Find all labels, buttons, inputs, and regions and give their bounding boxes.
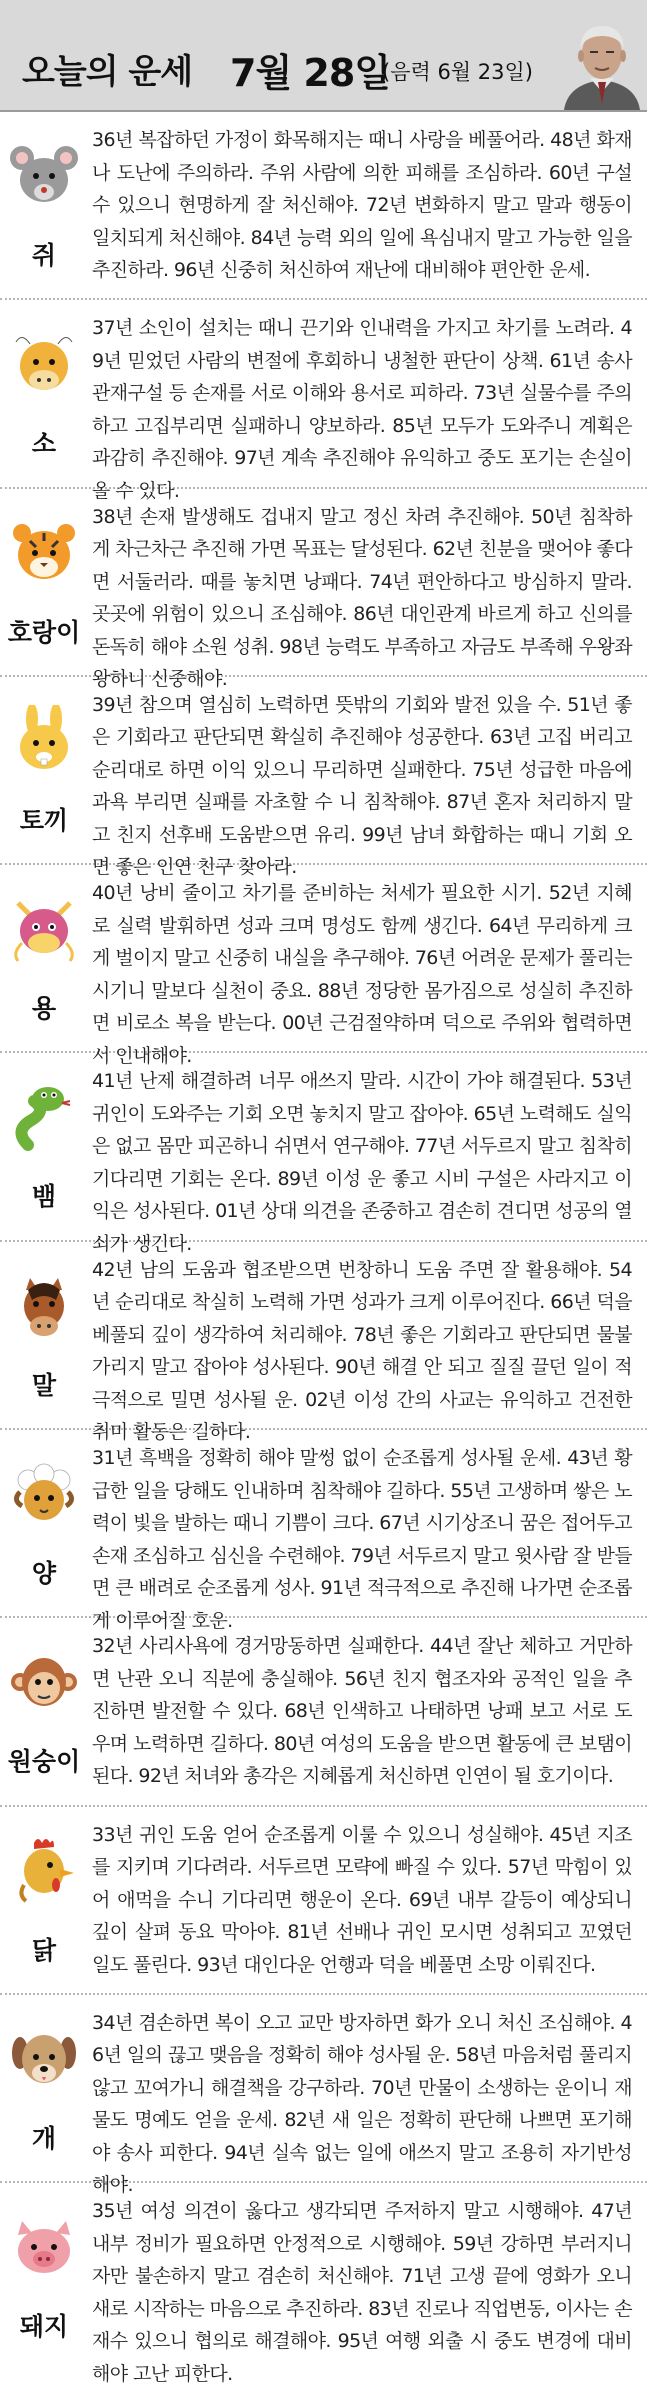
zodiac-column [0, 1053, 88, 1239]
zodiac-column [0, 300, 88, 486]
fortune-row [0, 112, 647, 300]
fortune-list [0, 112, 647, 2385]
zodiac-name: 쥐 [31, 241, 57, 270]
zodiac-name: 양 [31, 1559, 57, 1589]
fortune-text: 35년 여성 의견이 옳다고 생각되면 주저하지 말고 시행해야. 47년 내부 정비가 필요하면 안정적으로 시행해야. 59년 강하면 부러지니 자만 불손하지 말고 겸손히 처신해야. 71년 고생 끝에 영화가 오니 새로 시작하는 마음으로 추진하라. 83년 진로나 직업변동, 이사는 손재수 있으니 협의로 해결해야. 95년 여행 외출 시 중도 변경에 대비해야 고난 피한다. [92, 2200, 632, 2385]
zodiac-name: 호랑이 [7, 617, 81, 647]
fortune-text: 34년 겸손하면 복이 오고 교만 방자하면 화가 오니 처신 조심해야. 46년 일의 끊고 맺음을 정확히 해야 성사될 운. 58년 마음처럼 풀리지 않고 꼬여가니 해결책을 강구하라. 70년 만물이 소생하는 운이니 재물도 명예도 얻을 운세. 82년 새 일은 정확히 판단해 나쁘면 포기해야 송사 피한다. 94년 실속 없는 일에 애쓰지 말고 조용히 자기반성 해야. [92, 2011, 632, 2197]
zodiac-name: 돼지 [19, 2312, 69, 2342]
zodiac-name: 용 [31, 994, 57, 1024]
zodiac-name: 말 [31, 1370, 57, 1400]
fortune-text: 39년 참으며 열심히 노력하면 뜻밖의 기회와 발전 있을 수. 51년 좋은 기회라고 판단되면 확실히 추진해야 성공한다. 63년 고집 버리고 순리대로 하면 이익 있으니 무리하면 실패한다. 75년 성급한 마음에 과욕 부리면 실패를 자초할 수 니 침착해야. 87년 혼자 처리하지 말고 친지 선후배 도움받으면 유리. 99년 남녀 화합하는 때니 기회 오면 좋은 인연 친구 찾아라. [92, 693, 632, 879]
fortune-text: 38년 손재 발생해도 겁내지 말고 정신 차려 추진해야. 50년 침착하게 차근차근 추진해 가면 목표는 달성된다. 62년 친분을 맺어야 좋다면 서둘러라. 때를 놓치면 낭패다. 74년 편안하다고 방심하지 말라. 곳곳에 위험이 있으니 조심해야. 86년 대인관계 바르게 하고 신의를 돈독히 해야 소원 성취. 98년 능력도 부족하고 자금도 부족해 우왕좌왕하니 신중해야. [92, 505, 632, 691]
fortune-row [0, 300, 647, 502]
zodiac-name: 닭 [31, 1935, 57, 1965]
zodiac-column [0, 1242, 88, 1428]
zodiac-name: 토끼 [19, 805, 69, 835]
fortune-row [0, 1807, 647, 1995]
tiger-icon [8, 517, 80, 589]
fortune-row [0, 489, 647, 691]
zodiac-column [0, 865, 88, 1051]
lunar-date-label: (음력 6월 23일) [382, 60, 533, 84]
fortune-row [0, 1053, 647, 1255]
date-label: 7월 28일 [230, 51, 390, 95]
author-portrait [560, 18, 644, 110]
fortune-text: 42년 남의 도움과 협조받으면 번창하니 도움 주면 잘 활용해야. 54년 순리대로 착실히 노력해 가면 성과가 크게 이루어진다. 66년 덕을 베풀되 깊이 생각하여 처리해야. 78년 좋은 기회라고 판단되면 물불 가리지 말고 잡아야 성사된다. 90년 해결 안 되고 질질 끌던 일이 적극적으로 밀면 성사될 운. 02년 이성 간의 사교는 유익하고 건전한 취미 활동은 길하다. [92, 1258, 632, 1444]
fortune-row [0, 865, 647, 1067]
zodiac-column [0, 112, 88, 298]
sheep-icon [8, 1458, 80, 1530]
fortune-text: 31년 흑백을 정확히 해야 말썽 없이 순조롭게 성사될 운세. 43년 황급한 일을 당해도 인내하며 침착해야 길하다. 55년 고생하며 쌓은 노력이 빛을 발하는 때니 기쁨이 크다. 67년 시기상조니 꿈은 접어두고 손재 조심하고 심신을 수련해야. 79년 서두르지 말고 윗사람 잘 받들면 큰 배려로 순조롭게 성사. 91년 적극적으로 추진해 나가면 순조롭게 이루어질 호운. [92, 1447, 632, 1632]
fortune-row [0, 2183, 647, 2385]
zodiac-column [0, 1430, 88, 1616]
fortune-text: 33년 귀인 도움 얻어 순조롭게 이룰 수 있으니 성실해야. 45년 지조를 지키며 기다려라. 서두르면 모략에 빠질 수 있다. 57년 막힘이 있어 애먹을 수니 기다리면 행운이 온다. 69년 내부 갈등이 예상되니 깊이 살펴 동요 막아야. 81년 선배나 귀인 모시면 성취되고 꼬였던 일도 풀린다. 93년 대인다운 언행과 덕을 베풀면 소망 이뤄진다. [92, 1823, 632, 1976]
zodiac-column [0, 1618, 88, 1804]
fortune-row [0, 1430, 647, 1632]
zodiac-name: 개 [31, 2123, 57, 2153]
horse-icon [8, 1270, 80, 1342]
fortune-row [0, 677, 647, 879]
snake-icon [8, 1081, 80, 1153]
page-title: 오늘의 운세 [22, 52, 193, 92]
zodiac-column [0, 2183, 88, 2371]
dragon-icon [8, 893, 80, 965]
header [0, 0, 647, 112]
fortune-row [0, 1242, 647, 1444]
ox-icon [8, 328, 80, 400]
rat-icon [8, 140, 80, 212]
dog-icon [8, 2023, 80, 2095]
zodiac-column [0, 1995, 88, 2181]
fortune-text: 40년 낭비 줄이고 차기를 준비하는 처세가 필요한 시기. 52년 지혜로 실력 발휘하면 성과 크며 명성도 함께 생긴다. 64년 무리하게 크게 벌이지 말고 신중히 내실을 추구해야. 76년 어려운 문제가 풀리는 시기니 말보다 실천이 중요. 88년 정당한 몸가짐으로 성실히 추진하면 비로소 복을 받는다. 00년 근검절약하며 덕으로 주위와 협력하면서 인내해야. [92, 882, 632, 1067]
fortune-row [0, 1995, 647, 2197]
zodiac-name: 뱀 [31, 1182, 57, 1212]
rooster-icon [8, 1835, 80, 1907]
zodiac-name: 원숭이 [7, 1747, 81, 1777]
monkey-icon [8, 1646, 80, 1718]
rabbit-icon [8, 705, 80, 777]
zodiac-column [0, 677, 88, 863]
zodiac-column [0, 1807, 88, 1993]
pig-icon [8, 2211, 80, 2283]
fortune-text: 41년 난제 해결하려 너무 애쓰지 말라. 시간이 가야 해결된다. 53년 귀인이 도와주는 기회 오면 놓치지 말고 잡아야. 65년 노력해도 실익은 없고 몸만 피곤하니 쉬면서 연구해야. 77년 서두르지 말고 침착히 기다리면 기회는 온다. 89년 이성 운 좋고 시비 구설은 사라지고 이익은 성사된다. 01년 상대 의견을 존중하고 겸손히 견디면 성공의 열쇠가 생긴다. [92, 1070, 632, 1255]
fortune-text: 37년 소인이 설치는 때니 끈기와 인내력을 가지고 차기를 노려라. 49년 믿었던 사람의 변절에 후회하니 냉철한 판단이 상책. 61년 송사 관재구설 등 손재를 서로 이해와 용서로 피하라. 73년 실물수를 주의하고 고집부리면 실패하니 양보하라. 85년 모두가 도와주니 계획은 과감히 추진해야. 97년 계속 추진해야 유익하고 중도 포기는 손실이 올 수 있다. [92, 317, 632, 502]
fortune-row [0, 1618, 647, 1806]
zodiac-column [0, 489, 88, 675]
fortune-text: 36년 복잡하던 가정이 화목해지는 때니 사랑을 베풀어라. 48년 화재나 도난에 주의하라. 주위 사람에 의한 피해를 조심하라. 60년 구설수 있으니 현명하게 잘 처신해야. 72년 변화하지 말고 말과 행동이 일치되게 처신해야. 84년 능력 외의 일에 욕심내지 말고 가능한 일을 추진하라. 96년 신중히 처신하여 재난에 대비해야 편안한 운세. [92, 129, 632, 281]
fortune-text: 32년 사리사욕에 경거망동하면 실패한다. 44년 잘난 체하고 거만하면 난관 오니 직분에 충실해야. 56년 친지 협조자와 공적인 일을 추진하면 발전할 수 있다. 68년 인색하고 나태하면 낭패 보고 서로 도우며 노력하면 길하다. 80년 여성의 도움을 받으면 활동에 큰 보탬이 된다. 92년 처녀와 총각은 지혜롭게 처신하면 인연이 될 호기이다. [92, 1635, 632, 1788]
zodiac-name: 소 [31, 429, 57, 459]
